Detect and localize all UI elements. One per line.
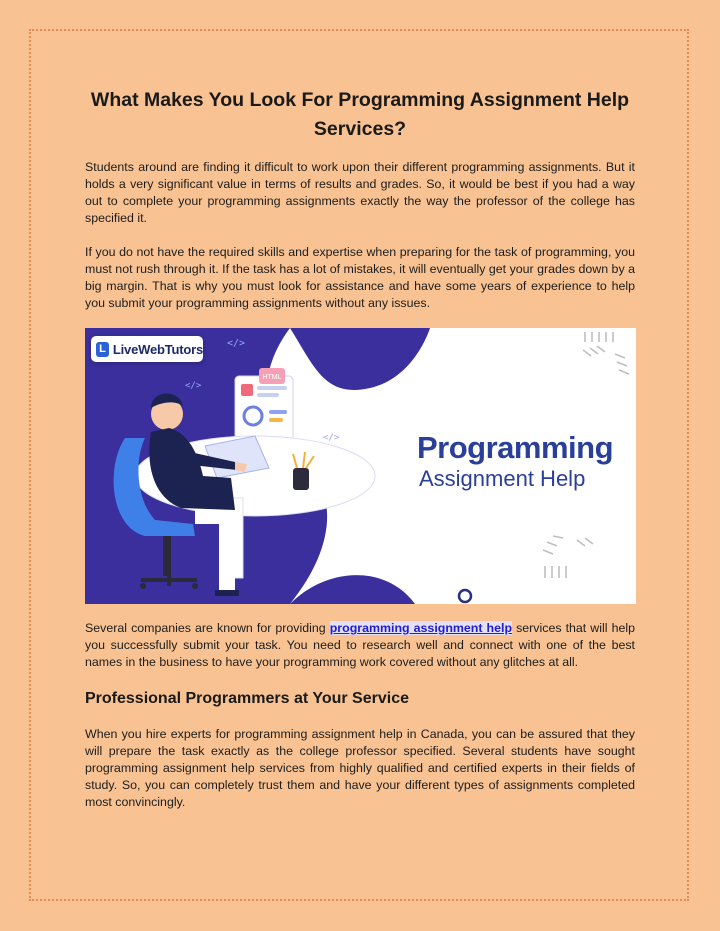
paragraph-skills: If you do not have the required skills and expertise when preparing for the task of programming, you must not rush through it. If the task has a lot of mistakes, it will eventually get your grades down by a big margin. That is why you must look for assistance and have some years of experience to help you submit your programming assignments without any issues. xyxy=(85,245,635,310)
paragraph-intro: Students around are finding it difficult to work upon their different programming assignments. But it holds a very significant value in terms of results and grades. So, it would be best if you had a way out to complete your programming assignments exactly the way the professor of the college has specified it. xyxy=(85,160,635,225)
html-tag-label: HTML xyxy=(262,374,282,381)
paragraph-companies-start: Several companies are known for providing xyxy=(85,621,330,635)
paragraph-companies-end: services that will help you successfully submit your task. You need to research well and connect with one of the best names in the business to have your programming work covered without any glitches at all. xyxy=(85,621,635,669)
decor-lines-bottom-right xyxy=(543,536,593,578)
section-heading: Professional Programmers at Your Service xyxy=(85,690,409,707)
paragraph-experts: When you hire experts for programming assignment help in Canada, you can be assured that they will prepare the task exactly as the college professor specified. Several students have sought programming assignment help services from highly qualified and certified experts in their fields of study. So, you can completely trust them and have your different types of assignments completed most convincingly. xyxy=(85,727,635,809)
svg-text:</>: </> xyxy=(323,433,340,443)
decor-circle xyxy=(459,590,471,602)
programming-assignment-help-link[interactable]: programming assignment help xyxy=(329,621,513,635)
logo-badge xyxy=(91,336,203,362)
banner-subheadline: Assignment Help xyxy=(419,466,586,491)
pencil-cup xyxy=(293,468,309,490)
page-title: What Makes You Look For Programming Assignment Help Services? xyxy=(90,89,630,140)
banner-image xyxy=(85,328,636,604)
paragraph-companies xyxy=(85,620,635,671)
logo-text: LiveWebTutors xyxy=(112,341,203,357)
decor-lines-top-right xyxy=(583,332,629,374)
svg-text:</>: </> xyxy=(227,338,246,349)
logo-icon: L xyxy=(96,342,109,357)
svg-text:</>: </> xyxy=(185,381,202,391)
banner-headline: Programming xyxy=(417,430,614,465)
